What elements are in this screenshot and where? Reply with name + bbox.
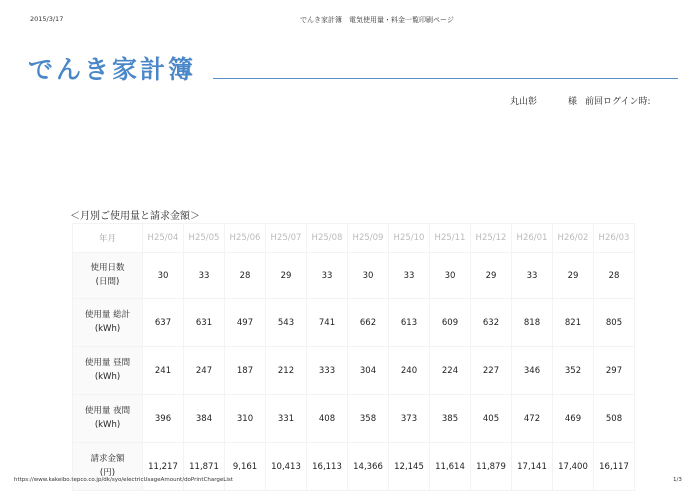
- table-cell: 352: [553, 347, 594, 395]
- month-header: H25/11: [430, 224, 471, 253]
- table-row: [73, 299, 635, 347]
- table-cell: 384: [184, 395, 225, 443]
- table-cell: 385: [430, 395, 471, 443]
- row-label-main: 使用量 昼間: [84, 358, 131, 369]
- table-cell: 241: [143, 347, 184, 395]
- month-header: H25/12: [471, 224, 512, 253]
- table-cell: 396: [143, 395, 184, 443]
- row-label-main: 使用量 総計: [84, 310, 131, 321]
- table-cell: 187: [225, 347, 266, 395]
- table-cell: 805: [594, 299, 635, 347]
- month-header: H26/02: [553, 224, 594, 253]
- monthly-usage-table: [72, 223, 635, 491]
- table-cell: 33: [184, 253, 225, 299]
- table-cell: 17,400: [553, 443, 594, 491]
- table-cell: 30: [348, 253, 389, 299]
- row-label-main: 使用量 夜間: [84, 406, 131, 417]
- table-cell: 224: [430, 347, 471, 395]
- table-row: [73, 347, 635, 395]
- table-cell: 821: [553, 299, 594, 347]
- table-row: [73, 443, 635, 491]
- table-cell: 469: [553, 395, 594, 443]
- section-title: ＜月別ご使用量と請求金額＞: [70, 211, 200, 222]
- row-label-unit: (kWh): [94, 419, 121, 430]
- table-cell: 9,161: [225, 443, 266, 491]
- row-label-main: 使用日数: [90, 263, 125, 274]
- table-cell: 358: [348, 395, 389, 443]
- table-cell: 227: [471, 347, 512, 395]
- row-label-unit: (kWh): [94, 323, 121, 334]
- table-cell: 333: [307, 347, 348, 395]
- month-header: H25/06: [225, 224, 266, 253]
- table-cell: 331: [266, 395, 307, 443]
- table-cell: 637: [143, 299, 184, 347]
- table-cell: 29: [553, 253, 594, 299]
- brand-divider: [213, 78, 678, 79]
- table-cell: 508: [594, 395, 635, 443]
- user-honorific: 様: [568, 97, 578, 107]
- table-cell: 632: [471, 299, 512, 347]
- table-cell: 12,145: [389, 443, 430, 491]
- table-cell: 346: [512, 347, 553, 395]
- row-label-unit: (kWh): [94, 371, 121, 382]
- table-cell: 30: [430, 253, 471, 299]
- row-label-unit: (日間): [95, 276, 120, 287]
- row-label: [73, 395, 143, 443]
- table-cell: 33: [512, 253, 553, 299]
- table-cell: 472: [512, 395, 553, 443]
- table-cell: 741: [307, 299, 348, 347]
- table-cell: 11,879: [471, 443, 512, 491]
- user-name: 丸山彰: [510, 97, 538, 107]
- table-cell: 609: [430, 299, 471, 347]
- table-cell: 212: [266, 347, 307, 395]
- table-cell: 11,217: [143, 443, 184, 491]
- table-cell: 631: [184, 299, 225, 347]
- table-cell: 405: [471, 395, 512, 443]
- table-cell: 240: [389, 347, 430, 395]
- table-cell: 33: [307, 253, 348, 299]
- footer-page-number: 1/3: [673, 477, 682, 483]
- table-cell: 304: [348, 347, 389, 395]
- footer-url: https://www.kakeibo.tepco.co.jp/dk/syo/electricUsageAmount/doPrintChargeList: [14, 477, 233, 483]
- month-header: H25/07: [266, 224, 307, 253]
- table-cell: 247: [184, 347, 225, 395]
- month-header: H26/03: [594, 224, 635, 253]
- row-label: [73, 253, 143, 299]
- table-cell: 310: [225, 395, 266, 443]
- table-cell: 543: [266, 299, 307, 347]
- table-cell: 613: [389, 299, 430, 347]
- table-cell: 408: [307, 395, 348, 443]
- table-cell: 373: [389, 395, 430, 443]
- month-header: H25/04: [143, 224, 184, 253]
- table-cell: 28: [594, 253, 635, 299]
- table-cell: 818: [512, 299, 553, 347]
- table-cell: 11,614: [430, 443, 471, 491]
- print-date: 2015/3/17: [30, 15, 64, 23]
- table-cell: 33: [389, 253, 430, 299]
- brand-logo: でんき家計簿: [28, 55, 197, 84]
- table-cell: 297: [594, 347, 635, 395]
- table-corner-header: 年月: [73, 224, 143, 253]
- table-cell: 14,366: [348, 443, 389, 491]
- table-cell: 28: [225, 253, 266, 299]
- table-cell: 17,141: [512, 443, 553, 491]
- row-label: [73, 299, 143, 347]
- table-cell: 30: [143, 253, 184, 299]
- month-header: H26/01: [512, 224, 553, 253]
- row-label-main: 請求金額: [90, 454, 125, 465]
- print-page-title: でんき家計簿 電気使用量・料金一覧印刷ページ: [300, 16, 454, 24]
- table-cell: 29: [471, 253, 512, 299]
- row-label-unit: (円): [99, 467, 116, 478]
- table-cell: 10,413: [266, 443, 307, 491]
- table-cell: 662: [348, 299, 389, 347]
- table-cell: 16,113: [307, 443, 348, 491]
- table-cell: 16,117: [594, 443, 635, 491]
- row-label: [73, 347, 143, 395]
- table-row: [73, 253, 635, 299]
- table-header-row: [73, 224, 635, 253]
- last-login-label: 前回ログイン時:: [585, 97, 651, 107]
- month-header: H25/09: [348, 224, 389, 253]
- table-row: [73, 395, 635, 443]
- table-cell: 11,871: [184, 443, 225, 491]
- row-label: [73, 443, 143, 491]
- month-header: H25/05: [184, 224, 225, 253]
- month-header: H25/10: [389, 224, 430, 253]
- table-cell: 497: [225, 299, 266, 347]
- month-header: H25/08: [307, 224, 348, 253]
- table-cell: 29: [266, 253, 307, 299]
